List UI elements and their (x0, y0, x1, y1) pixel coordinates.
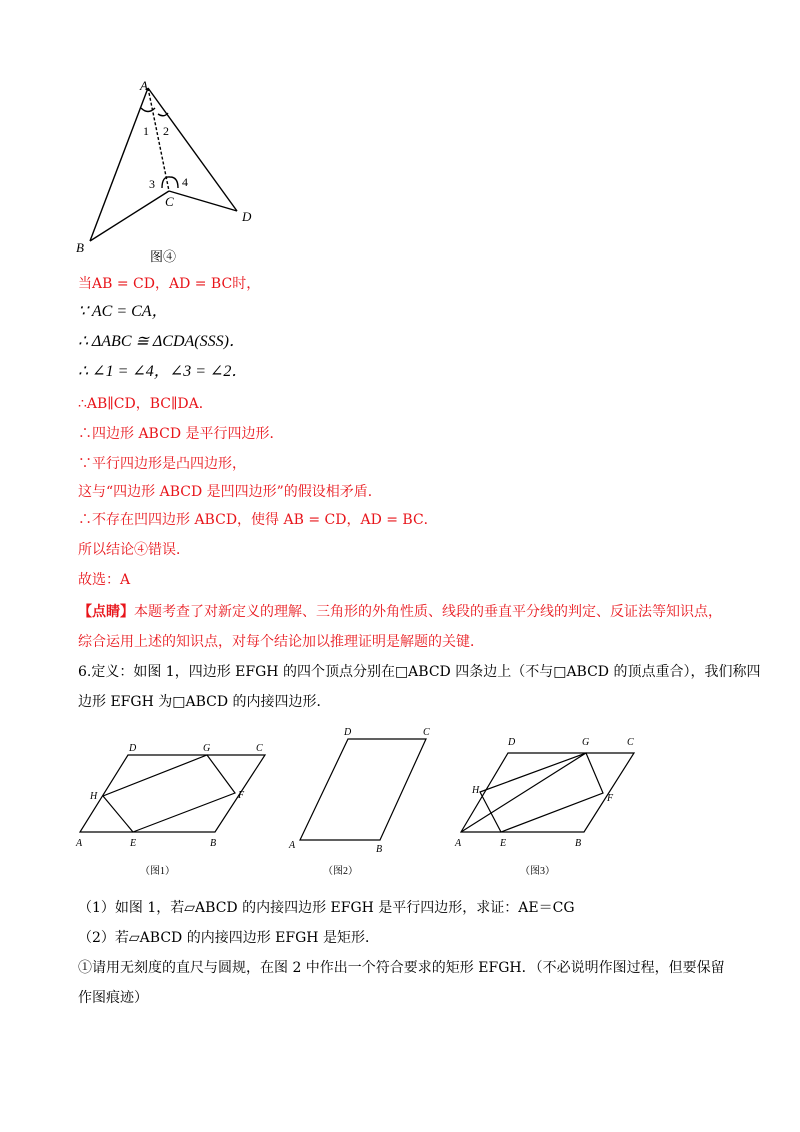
solution-line-9: ∴不存在凹四边形 ABCD，使得 AB = CD，AD = BC． (78, 512, 438, 528)
fig3-G: G (582, 737, 590, 748)
fig1-E: E (130, 838, 137, 849)
fig1-D: D (129, 743, 137, 754)
solution-line-10: 所以结论④错误． (78, 542, 190, 558)
comment-line-2: 综合运用上述的知识点，对每个结论加以推理证明是解题的关键． (78, 634, 484, 650)
fig1-F: F (238, 790, 245, 801)
solution-line-7: ∵平行四边形是凸四边形， (78, 456, 246, 472)
question-1: （1）如图 1，若▱ABCD 的内接四边形 EFGH 是平行四边形，求证：AE＝CG (78, 900, 575, 916)
question-2-part-1-line-2: 作图痕迹） (78, 990, 148, 1006)
fig3-D: D (508, 737, 516, 748)
fig3-B: B (575, 838, 582, 849)
fig2-B: B (376, 844, 383, 855)
problem-6-line-1: 6.定义：如图 1，四边形 EFGH 的四个顶点分别在□ABCD 四条边上（不与□ABCD 的顶点重合），我们称四 (78, 664, 761, 680)
fig2-caption: （图2） (323, 866, 358, 877)
fig1-C: C (256, 743, 263, 754)
figure-4-caption: 图④ (150, 249, 177, 264)
solution-line-11: 故选：A (78, 572, 131, 588)
fig3-caption: （图3） (520, 866, 555, 877)
figure-4 (70, 78, 270, 268)
solution-line-4: ∴ ∠1 = ∠4，∠3 = ∠2． (78, 363, 248, 380)
fig2-D: D (344, 727, 352, 738)
solution-line-1: 当AB = CD，AD = BC时， (78, 276, 261, 292)
label-A: A (140, 78, 148, 93)
problem-6-line-2: 边形 EFGH 为□ABCD 的内接四边形． (78, 694, 331, 710)
fig3-H: H (472, 785, 480, 796)
figure-3 (450, 731, 660, 880)
angle-1: 1 (143, 124, 149, 138)
fig1-B: B (210, 838, 217, 849)
comment-text-1: 本题考查了对新定义的理解、三角形的外角性质、线段的垂直平分线的判定、反证法等知识点， (134, 604, 722, 620)
fig2-C: C (423, 727, 430, 738)
comment-tag: 【点睛】 (78, 604, 134, 620)
comment-line-1 (78, 602, 722, 622)
angle-4: 4 (182, 175, 188, 189)
angle-3: 3 (149, 177, 155, 191)
figure-1 (70, 735, 280, 880)
fig3-A: A (455, 838, 462, 849)
solution-line-3: ∴ ΔABC ≅ ΔCDA(SSS)． (78, 333, 245, 350)
fig3-F: F (607, 793, 614, 804)
fig1-caption: （图1） (140, 866, 175, 877)
figure-2 (283, 722, 443, 880)
solution-line-2: ∵ AC = CA， (78, 303, 168, 320)
fig1-A: A (76, 838, 83, 849)
solution-line-5: ∴AB∥CD，BC∥DA． (78, 396, 213, 412)
angle-2: 2 (163, 124, 169, 138)
fig3-E: E (500, 838, 507, 849)
label-C: C (165, 194, 174, 209)
question-2: （2）若▱ABCD 的内接四边形 EFGH 是矩形． (78, 930, 379, 946)
fig3-C: C (627, 737, 634, 748)
label-B: B (76, 240, 84, 255)
solution-line-8: 这与“四边形 ABCD 是凹四边形”的假设相矛盾． (78, 484, 382, 500)
fig1-H: H (90, 791, 98, 802)
fig2-A: A (289, 840, 296, 851)
fig1-G: G (203, 743, 211, 754)
label-D: D (242, 209, 252, 224)
question-2-part-1-line-1: ①请用无刻度的直尺与圆规，在图 2 中作出一个符合要求的矩形 EFGH．（不必说明作图过程，但要保留 (78, 960, 725, 976)
solution-line-6: ∴四边形 ABCD 是平行四边形． (78, 426, 284, 442)
